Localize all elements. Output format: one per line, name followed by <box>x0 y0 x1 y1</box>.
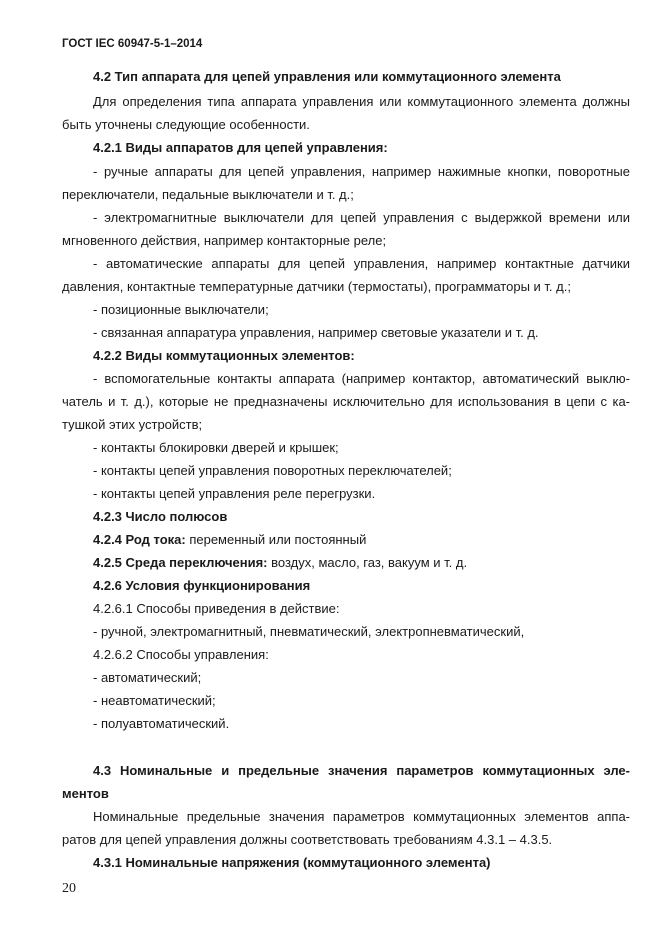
list-item-continuation: мгновенного действия, например контакторные реле; <box>62 233 387 248</box>
paragraph-line: Для определения типа аппарата управления или коммутационного элемента должны <box>93 94 630 109</box>
section-4-3-1-heading: 4.3.1 Номинальные напряжения (коммутационного элемента) <box>93 855 491 870</box>
document-code: ГОСТ IEC 60947-5-1–2014 <box>62 38 203 50</box>
list-item: - ручной, электромагнитный, пневматический, электропневматический, <box>93 624 525 639</box>
section-4-2-3-heading: 4.2.3 Число полюсов <box>93 509 228 524</box>
section-4-2-5-text: воздух, масло, газ, вакуум и т. д. <box>267 555 468 570</box>
list-item: - автоматический; <box>93 670 202 685</box>
section-4-2-heading: 4.2 Тип аппарата для цепей управления или коммутационного элемента <box>93 69 561 84</box>
list-item-continuation: чатель и т. д.), которые не предназначены исключительно для использования в цепи с ка- <box>62 394 630 409</box>
section-4-2-4-text: переменный или постоянный <box>185 532 367 547</box>
page-number: 20 <box>62 881 76 896</box>
list-item-continuation: давления, контактные температурные датчики (термостаты), программаторы и т. д.; <box>62 279 571 294</box>
section-4-2-4 <box>93 532 630 548</box>
section-4-2-1-heading: 4.2.1 Виды аппаратов для цепей управления: <box>93 140 388 155</box>
section-4-3-heading-continuation: ментов <box>62 786 109 801</box>
list-item: - контакты цепей управления реле перегрузки. <box>93 486 376 501</box>
list-item: - неавтоматический; <box>93 693 216 708</box>
section-4-2-5-label: 4.2.5 Среда переключения: <box>93 555 268 570</box>
list-item: - полуавтоматический. <box>93 716 230 731</box>
list-item: - ручные аппараты для цепей управления, например нажимные кнопки, поворотные <box>93 164 630 179</box>
section-4-3-heading: 4.3 Номинальные и предельные значения параметров коммутационных эле- <box>93 763 630 778</box>
section-4-2-5 <box>93 555 630 571</box>
list-item: - контакты блокировки дверей и крышек; <box>93 440 339 455</box>
paragraph-line: быть уточнены следующие особенности. <box>62 117 310 132</box>
section-4-2-2-heading: 4.2.2 Виды коммутационных элементов: <box>93 348 355 363</box>
list-item: - вспомогательные контакты аппарата (например контактор, автоматический выклю- <box>93 371 630 386</box>
subsection-4-2-6-1: 4.2.6.1 Способы приведения в действие: <box>93 601 340 616</box>
paragraph-line: ратов для цепей управления должны соответствовать требованиям 4.3.1 – 4.3.5. <box>62 832 553 847</box>
section-4-2-6-heading: 4.2.6 Условия функционирования <box>93 578 311 593</box>
list-item: - связанная аппаратура управления, например световые указатели и т. д. <box>93 325 539 340</box>
list-item: - электромагнитные выключатели для цепей управления с выдержкой времени или <box>93 210 630 225</box>
list-item-continuation: тушкой этих устройств; <box>62 417 203 432</box>
list-item: - контакты цепей управления поворотных переключателей; <box>93 463 452 478</box>
subsection-4-2-6-2: 4.2.6.2 Способы управления: <box>93 647 269 662</box>
section-4-2-4-label: 4.2.4 Род тока: <box>93 532 186 547</box>
list-item: - позиционные выключатели; <box>93 302 269 317</box>
paragraph-line: Номинальные предельные значения параметров коммутационных элементов аппа- <box>93 809 630 824</box>
list-item: - автоматические аппараты для цепей управления, например контактные датчики <box>93 256 630 271</box>
list-item-continuation: переключатели, педальные выключатели и т. д.; <box>62 187 354 202</box>
